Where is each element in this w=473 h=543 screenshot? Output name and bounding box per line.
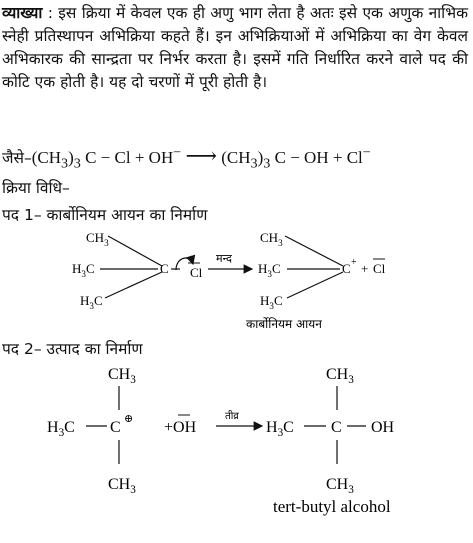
explanation-text: इस क्रिया में केवल एक ही अणु भाग लेता है अतः इसे एक अणुक नाभिक स्नेही प्रतिस्थापन अभिक्रिया कहते हैं। इन अभिक्रियाओं में अभिक्रिया का वेग केवल अभिकारक की सान्द्रता पर निर्भर करता है। इसमें गति निर्धारित करने वाले पद की कोटि एक होती है। यह दो चरणों में पूरी होती है।: [2, 4, 468, 91]
example-label: जैसे–: [2, 149, 32, 167]
s2-h3c: $H_3C$: [47, 419, 75, 439]
p-bond-bot: [287, 272, 343, 298]
reaction-arrow: ⟶: [185, 143, 218, 168]
explanation-heading: व्याख्या: [2, 4, 43, 22]
s2-p-oh: OH: [371, 419, 395, 436]
mechanism-label: क्रिया विधि–: [2, 179, 70, 197]
p-chloride: Cl: [373, 261, 386, 276]
p-h3c-mid: $H_3C$: [258, 261, 281, 279]
chlorine: Cl: [190, 265, 203, 280]
central-carbon: C: [160, 261, 169, 276]
h3c-bot: $H_3C$: [80, 293, 103, 311]
carbocation-carbon: C: [342, 261, 351, 276]
slow-label: मन्द: [216, 252, 232, 265]
step2-reactant: [47, 366, 197, 496]
ch3-top: $CH_3$: [86, 230, 109, 248]
s2-p-h3c: $H_3C$: [266, 419, 294, 439]
bond-bot: [105, 272, 162, 298]
s2-plus-circle: ⊕: [124, 413, 134, 425]
s2-p-ch3-top: $CH_3$: [326, 366, 354, 386]
heading-colon: :: [42, 4, 59, 22]
bond-top: [108, 236, 162, 266]
s2-p-ch3-bot: $CH_3$: [326, 476, 354, 496]
s2-ch3-bot: $CH_3$: [108, 476, 136, 496]
p-ch3-top: $CH_3$: [260, 230, 283, 248]
step1-reactant: [72, 230, 203, 311]
p-h3c-bot: $H_3C$: [260, 293, 283, 311]
s2-reagent: +OH: [164, 419, 197, 436]
s2-carbon: C: [110, 419, 121, 436]
p-separator: +: [361, 261, 369, 276]
step2-title: पद 2– उत्पाद का निर्माण: [2, 340, 143, 358]
fast-label: तीव्र: [225, 411, 239, 422]
step1-title: पद 1– कार्बोनियम आयन का निर्माण: [2, 206, 208, 224]
s2-p-carbon: C: [331, 419, 342, 436]
step2-product: [266, 366, 395, 516]
s2-ch3-top: $CH_3$: [108, 366, 136, 386]
p-bond-top: [285, 236, 343, 266]
carbocation-charge: +: [351, 257, 357, 268]
h3c-mid: $H_3C$: [72, 261, 95, 279]
carbonium-caption: कार्बोनियम आयन: [246, 317, 322, 331]
example-equation: $जैसे-(CH_3)_3$ C − Cl + OH− ⟶ $(CH_3)_3$ C − OH + Cl−: [2, 143, 371, 172]
step1-product: [246, 230, 386, 331]
tert-butyl-caption: tert-butyl alcohol: [273, 497, 391, 516]
